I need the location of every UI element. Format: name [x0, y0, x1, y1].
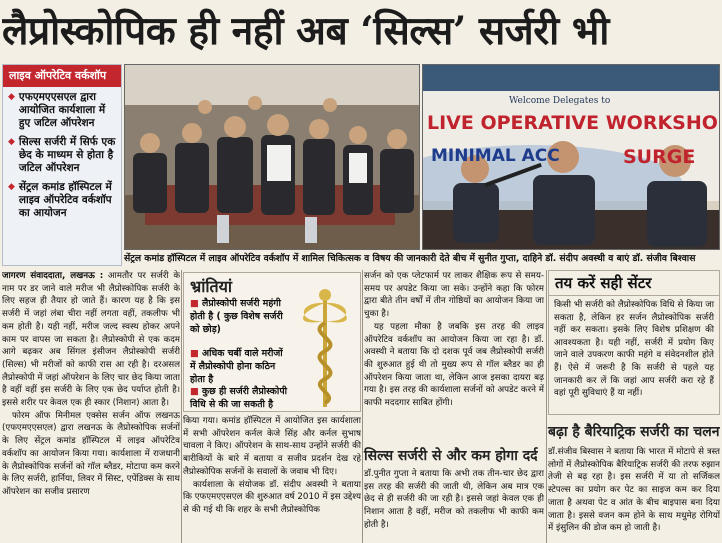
banner-line-4: SURGE	[623, 146, 696, 168]
dateline: जागरण संवाददाता, लखनऊ :	[2, 271, 104, 281]
myth-text: अधिक चर्बी वाले मरीजों में लैप्रोस्कोपी होना कठिन होता है	[190, 348, 283, 385]
article-paragraph: डॉ.पुनीत गुप्ता ने बताया कि अभी तक तीन-चार छेद द्वारा इस तरह की सर्जरी की जाती थी, लेकिन अब मात्र एक छेद से ही सर्जरी की जा रही है। इससे जहां केवल एक ही निशान आता है वहीं, मरीज को तकलीफ भी काफी कम होती है।	[364, 469, 544, 530]
diamond-bullet-icon: ◆	[8, 182, 15, 192]
subheading-bariatric: बढ़ा है बैरियाट्रिक सर्जरी का चलन	[548, 424, 720, 440]
myths-box	[183, 272, 361, 412]
highlight-text: सेंट्रल कमांड हॉस्पिटल में लाइव ऑपरेटिव वर्कशॉप का आयोजन	[18, 181, 112, 219]
subheading-sils: सिल्स सर्जरी से और कम होगा दर्द	[364, 448, 538, 464]
audience-photo	[124, 64, 420, 250]
myth-item: ■ लैप्रोस्कोपी सर्जरी महंगी होती है ( कुछ विशेष सर्जरी को छोड़)	[190, 298, 283, 335]
article-column-3b	[364, 468, 544, 543]
column-rule	[181, 270, 182, 543]
myth-item: ■ कुछ ही सर्जरी लैप्रोस्कोपी विधि से की जा सकती है	[190, 386, 288, 410]
myth-text: कुछ ही सर्जरी लैप्रोस्कोपी विधि से की जा सकती है	[190, 386, 288, 410]
myth-text: लैप्रोस्कोपी सर्जरी महंगी होती है ( कुछ विशेष सर्जरी को छोड़)	[190, 298, 283, 335]
photo-caption: सेंट्रल कमांड हॉस्पिटल में लाइव ऑपरेटिव वर्कशॉप में शामिल चिकित्सक व विषय की जानकारी देते बीच में सुनीत गुप्ता, दाहिने डॉ. संदीप अवस्थी व बाएं डॉ. संजीव बिश्वास	[124, 253, 696, 264]
banner-line-1: Welcome Delegates to	[509, 96, 611, 106]
article-paragraph: कार्यशाला के संयोजक डॉ. संदीप अवस्थी ने बताया कि एफएमएएसएल की शुरुआत वर्ष 2010 में इस उद्देश्य से की गई थी कि शहर के सभी लैप्रोस्कोपिक	[183, 479, 361, 515]
article-paragraph: किया गया। कमांड हॉस्पिटल में आयोजित इस कार्यशाला में सभी ऑपरेशन कर्नल केजे सिंह और कर्नल सुभाष चावला ने किए। ऑपरेशन के साथ-साथ उन्होंने सर्जरी की बारीकियों के बारे में बताया व सजीव प्रदर्शन देख रहे लैप्रोस्कोपिक सर्जनों के सवालों के जवाब भी दिए।	[183, 416, 361, 477]
highlight-item	[3, 132, 121, 177]
diamond-bullet-icon: ◆	[8, 92, 15, 102]
highlight-text: एफएमएएसएल द्वारा आयोजित कार्यशाला में हुए जटिल ऑपरेशन	[18, 91, 106, 129]
myths-title: भ्रांतियां	[190, 277, 233, 296]
tip-text: किसी भी सर्जरी को लैप्रोस्कोपिक विधि से किया जा सकता है, लेकिन हर सर्जन लैप्रोस्कोपिक सर्जरी नहीं कर सकता। इसके लिए विशेष प्रशिक्षण की आवश्यकता है। यही नहीं, सर्जरी में प्रयोग किए जाने वाले उपकरण काफी महंगे व संवेदनशील होते हैं। ऐसे में जरूरी है कि सर्जरी से पहले यह जानकारी कर लें कि जहां आप सर्जरी करा रहे हैं वहां पूरी सुविधाएं हैं या नहीं।	[554, 300, 714, 399]
article-column-2	[183, 415, 361, 543]
article-paragraph: फोरम ऑफ मिनीमल एक्सेस सर्जन ऑफ लखनऊ (एफएमएएसएल) द्वारा लखनऊ के लैप्रोस्कोपिक सर्जनों के लिए सेंट्रल कमांड हॉस्पिटल में लाइव ऑपरेटिव वर्कशॉप का आयोजन किया गया। कार्यशाला में राजधानी के लैप्रोस्कोपिक सर्जनों को गॉल ब्लैडर, मोटापा कम करने के लिए सर्जरी, हार्निया, लिवर में सिस्ट, एपेंडिक्स के साथ ऑपरेशन का सजीव प्रसारण	[2, 410, 180, 497]
column-rule	[362, 270, 363, 543]
tip-title: तय करें सही सेंटर	[549, 271, 719, 296]
article-column-1	[2, 270, 180, 542]
article-paragraph: डॉ.संजीव बिस्वास ने बताया कि भारत में मोटापे से त्रस्त लोगों में लैप्रोस्कोपिक बैरियाट्रिक सर्जरी की तरफ रुझान तेजी से बढ़ रहा है। इस सर्जरी में या तो सर्जिकल स्टेपल्स का प्रयोग कर पेट का साइज कम कर दिया जाता है अथवा पेट व आंत के बीच बाइपास बना दिया जाता है। इससे वजन कम होने के साथ मधुमेह रोगियों में इंसुलिन की डोज कम हो जाती है।	[548, 447, 720, 534]
banner-line-2: LIVE OPERATIVE WORKSHO	[427, 112, 718, 134]
diamond-bullet-icon: ◆	[8, 137, 15, 147]
myth-item: ■ अधिक चर्बी वाले मरीजों में लैप्रोस्कोपी होना कठिन होता है	[190, 348, 283, 385]
highlight-text: सिल्स सर्जरी में सिर्फ एक छेद के माध्यम से होता है जटिल ऑपरेशन	[18, 136, 116, 174]
caduceus-icon	[294, 283, 356, 411]
highlights-title: लाइव ऑपरेटिव वर्कशॉप	[3, 65, 121, 87]
article-paragraph: यह पहला मौका है जबकि इस तरह की लाइव ऑपरेटिव वर्कशॉप का आयोजन किया जा रहा है। डॉ. अवस्थी ने बताया कि दो दशक पूर्व जब लैप्रोस्कोपी सर्जरी की शुरुआत हुई थी तो मुख्य रूप से गॉल ब्लैडर का ही ऑपरेशन किया जाता था, लेकिन आज इसका दायरा बढ़ गया है। इस तरह की कार्यशाला सर्जनों को अपडेट करने में काफी मददगार साबित होंगी।	[364, 321, 544, 409]
headline: लैप्रोस्कोपिक ही नहीं अब ‘सिल्स’ सर्जरी भी	[2, 8, 609, 54]
highlights-box	[2, 64, 122, 266]
article-paragraph: आमतौर पर सर्जरी के नाम पर डर जाने वाले मरीज भी लैप्रोस्कोपिक सर्जरी के लिए सहज ही तैयार हो जाते हैं। कारण यह है कि इस सर्जरी में जहां लंबा चीरा नहीं लगता वहीं, तकलीफ भी कम होती है। यही नहीं, मरीज जल्द स्वस्थ होकर अपने काम पर वापस जा सकता है। लैप्रोस्कोपी से एक कदम आगे बढ़कर अब सिंगल इंसीजन लैप्रोस्कोपी सर्जरी (सिल्स) भी मरीजों को काफी रास आ रही है। दरअसल लैप्रोस्कोपी में जहां ऑपरेशन के लिए चार छेद किया जाता है वहीं वहीं इस सर्जरी के लिए एक छेद पर्याप्त होती है। इससे शरीर पर केवल एक ही स्कार (निशान) आता है।	[2, 271, 180, 409]
article-paragraph: सर्जन को एक प्लेटफार्म पर लाकर शैक्षिक रूप से समय-समय पर अपडेट किया जा सके। उन्होंने कहा कि फोरम द्वारा बीते तीन वर्षों में तीन गोष्ठियों का आयोजन किया जा चुका है।	[364, 271, 544, 320]
stage-photo	[422, 64, 720, 250]
banner-line-3: MINIMAL ACC	[431, 146, 560, 166]
article-column-3	[364, 270, 544, 442]
article-column-4	[548, 446, 720, 543]
tip-box	[548, 270, 720, 415]
column-rule	[546, 270, 547, 543]
highlight-item	[3, 177, 121, 222]
highlight-item	[3, 87, 121, 132]
